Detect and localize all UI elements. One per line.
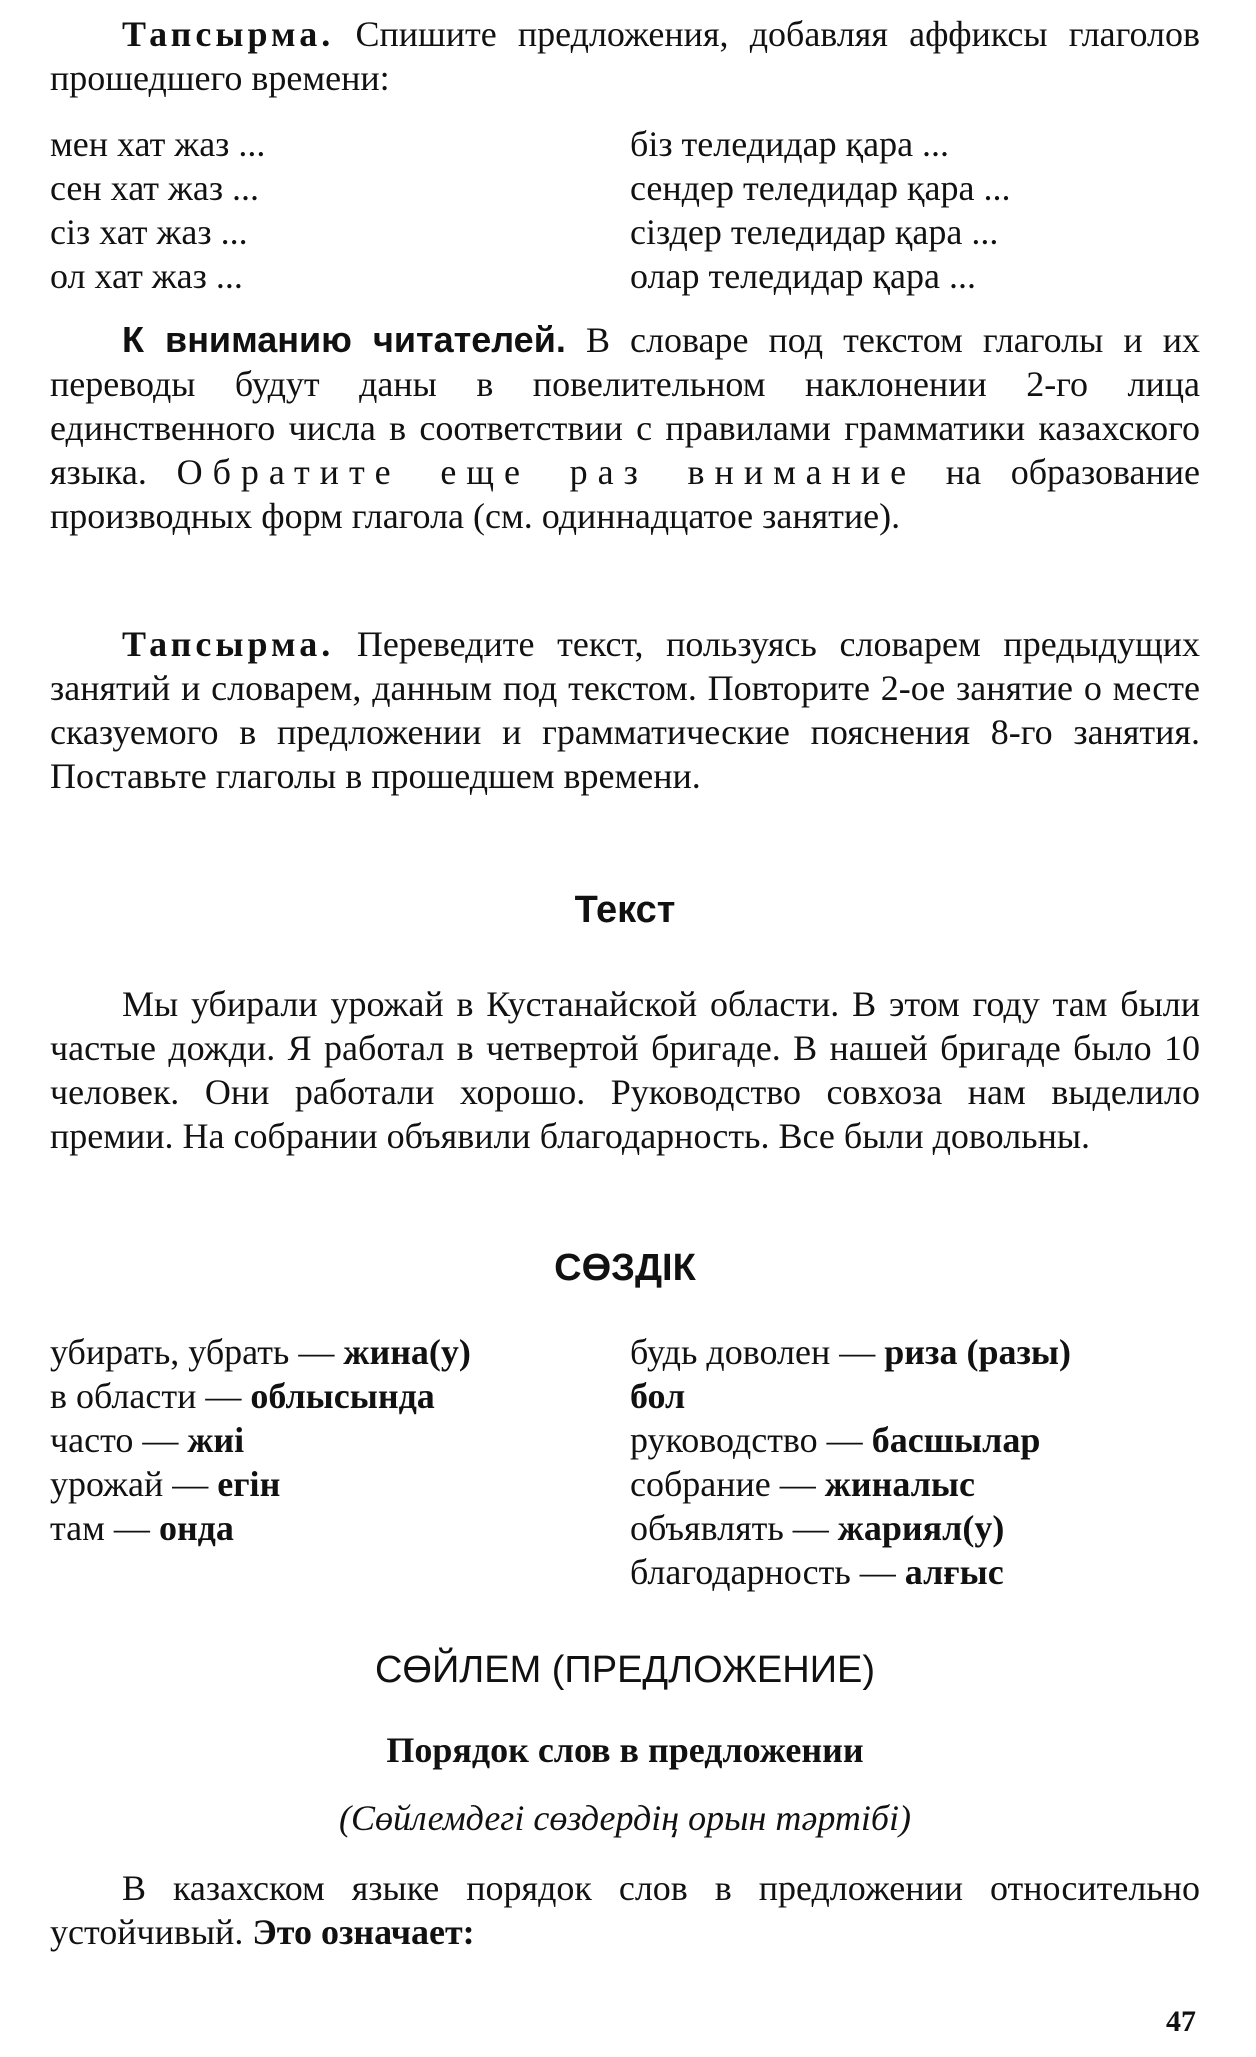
vocab-kz: онда bbox=[158, 1508, 234, 1548]
sentence-subheading: Порядок слов в предложении bbox=[386, 1730, 864, 1770]
notice-spaced-text: Обратите еще раз внимание bbox=[176, 452, 917, 492]
vocab-entry bbox=[630, 1330, 1210, 1374]
vocab-kz: жиі bbox=[187, 1420, 245, 1460]
vocab-ru: объявлять — bbox=[630, 1508, 838, 1548]
vocab-entry bbox=[50, 1330, 610, 1374]
task1-row-left: сен хат жаз ... bbox=[50, 168, 260, 208]
task1-row-left: мен хат жаз ... bbox=[50, 124, 266, 164]
vocab-kz: облысында bbox=[250, 1376, 435, 1416]
task1-row-right: сендер теледидар қара ... bbox=[630, 168, 1011, 208]
task1-row-4 bbox=[50, 254, 1200, 298]
vocab-kz: бол bbox=[630, 1376, 686, 1416]
vocab-entry bbox=[630, 1374, 1210, 1418]
vocab-kz: егін bbox=[217, 1464, 281, 1504]
task1-row-right: олар теледидар қара ... bbox=[630, 256, 976, 296]
vocab-ru: часто — bbox=[50, 1420, 188, 1460]
vocab-kz: риза (разы) bbox=[884, 1332, 1072, 1372]
notice-paragraph bbox=[50, 318, 1200, 538]
task2-lead: Тапсырма. bbox=[122, 624, 335, 664]
task1-row-left: сіз хат жаз ... bbox=[50, 212, 248, 252]
vocab-kz: басшылар bbox=[871, 1420, 1041, 1460]
vocab-ru: руководство — bbox=[630, 1420, 872, 1460]
task1-row-left: ол хат жаз ... bbox=[50, 256, 243, 296]
vocab-ru: благодарность — bbox=[630, 1552, 905, 1592]
task1-row-2 bbox=[50, 166, 1200, 210]
vocab-heading: СӨЗДІК bbox=[554, 1247, 696, 1289]
vocab-entry bbox=[50, 1418, 610, 1462]
text-heading: Текст bbox=[574, 889, 676, 931]
sentence-body bbox=[50, 1866, 1200, 1954]
task1-paragraph bbox=[50, 12, 1200, 100]
sentence-heading: СӨЙЛЕМ (ПРЕДЛОЖЕНИЕ) bbox=[374, 1649, 876, 1691]
notice-text-2: на образование производных форм глагола (см. одиннадцатое занятие). bbox=[50, 452, 1201, 536]
vocab-ru: убирать, убрать — bbox=[50, 1332, 344, 1372]
vocab-entry bbox=[50, 1374, 610, 1418]
page-number: 47 bbox=[1166, 2005, 1196, 2038]
notice-text-1: В словаре под текстом глаголы и их переводы будут даны в повелительном наклонении 2-го лица единственного числа в соответствии с правилами грамматики казахского языка. bbox=[50, 320, 1201, 492]
vocab-kz: жариял(у) bbox=[837, 1508, 1005, 1548]
sentence-body-bold: Это означает: bbox=[252, 1912, 475, 1952]
vocab-entry bbox=[50, 1506, 610, 1550]
vocab-ru: урожай — bbox=[50, 1464, 218, 1504]
vocab-kz: жиналыс bbox=[824, 1464, 975, 1504]
vocab-entry bbox=[630, 1550, 1210, 1594]
vocab-left-column bbox=[50, 1330, 610, 1550]
vocab-kz: жина(у) bbox=[343, 1332, 471, 1372]
vocab-entry bbox=[630, 1462, 1210, 1506]
text-body: Мы убирали урожай в Кустанайской области. В этом году там были частые дожди. Я работал в четвертой бригаде. В нашей бригаде было 10 человек. Они работали хорошо. Руководство совхоза нам выделило премии. На собрании объявили благодарность. Все были довольны. bbox=[50, 984, 1200, 1156]
task1-lead: Тапсырма. bbox=[122, 14, 335, 54]
task1-row-right: біз теледидар қара ... bbox=[630, 124, 950, 164]
task1-row-right: сіздер теледидар қара ... bbox=[630, 212, 999, 252]
sentence-subheading-kz: (Сөйлемдегі сөздердің орын тәртібі) bbox=[339, 1798, 911, 1838]
task1-row-1 bbox=[50, 122, 1200, 166]
task1-text: Спишите предложения, добавляя аффиксы глаголов прошедшего времени: bbox=[50, 14, 1200, 98]
vocab-entry bbox=[630, 1506, 1210, 1550]
vocab-ru: в области — bbox=[50, 1376, 251, 1416]
vocab-kz: алғыс bbox=[904, 1552, 1004, 1592]
vocab-ru: собрание — bbox=[630, 1464, 825, 1504]
sentence-body-plain: В казахском языке порядок слов в предложении относительно устойчивый. bbox=[50, 1868, 1200, 1952]
vocab-ru: там — bbox=[50, 1508, 159, 1548]
task2-paragraph bbox=[50, 622, 1200, 798]
task2-text: Переведите текст, пользуясь словарем предыдущих занятий и словарем, данным под текстом. Повторите 2-ое занятие о месте сказуемого в предложении и грамматические пояснения 8-го занятия. Поставьте глаголы в прошедшем времени. bbox=[50, 624, 1200, 796]
vocab-ru: будь доволен — bbox=[630, 1332, 885, 1372]
task1-row-3 bbox=[50, 210, 1200, 254]
vocab-entry bbox=[50, 1462, 610, 1506]
vocab-right-column bbox=[630, 1330, 1210, 1594]
vocab-entry bbox=[630, 1418, 1210, 1462]
notice-lead: К вниманию читателей. bbox=[122, 319, 566, 360]
